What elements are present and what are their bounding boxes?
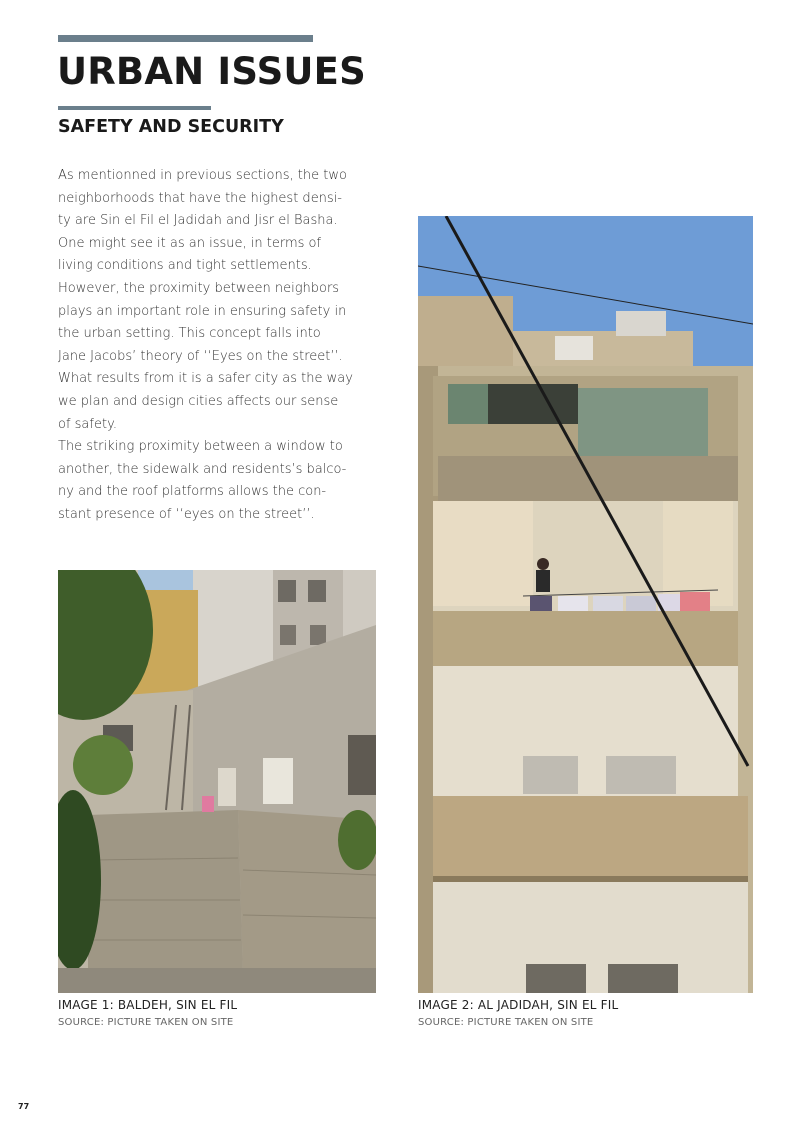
title-accent-bar [58,35,313,42]
body-paragraph [58,165,377,527]
body-line: living conditions and tight settlements. [58,258,312,274]
body-line: ny and the roof platforms allows the con- [58,484,327,500]
page-number: 77 [18,1102,30,1111]
image1-source: SOURCE: PICTURE TAKEN ON SITE [58,1017,234,1028]
image2-source: SOURCE: PICTURE TAKEN ON SITE [418,1017,594,1028]
subtitle-accent-bar [58,106,211,110]
body-line: another, the sidewalk and residents’s balco- [58,461,347,477]
photo-baldeh [58,570,376,993]
body-line: plays an important role in ensuring safety in [58,303,347,319]
page-title: URBAN ISSUES [57,50,366,93]
body-line: ty are Sin el Fil el Jadidah and Jisr el Basha. [58,213,338,229]
photo-al-jadidah [418,216,753,993]
body-line: One might see it as an issue, in terms of [58,235,322,251]
body-line: The striking proximity between a window to [58,439,343,455]
body-line: However, the proximity between neighbors [58,280,340,296]
body-line: What results from it is a safer city as the way [58,371,353,387]
body-line: neighborhoods that have the highest densi- [58,190,343,206]
body-line: we plan and design cities affects our sense [58,393,339,409]
body-line: of safety. [58,416,118,432]
body-line: Jane Jacobs’ theory of ‘‘Eyes on the street’’. [58,348,343,364]
body-line: stant presence of ‘‘eyes on the street’’. [58,506,315,522]
body-line: the urban setting. This concept falls into [58,326,321,342]
body-line: As mentionned in previous sections, the two [58,168,347,183]
image2-caption: IMAGE 2: AL JADIDAH, SIN EL FIL [418,998,619,1012]
image1-caption: IMAGE 1: BALDEH, SIN EL FIL [58,998,238,1012]
section-subtitle: SAFETY AND SECURITY [58,117,284,137]
